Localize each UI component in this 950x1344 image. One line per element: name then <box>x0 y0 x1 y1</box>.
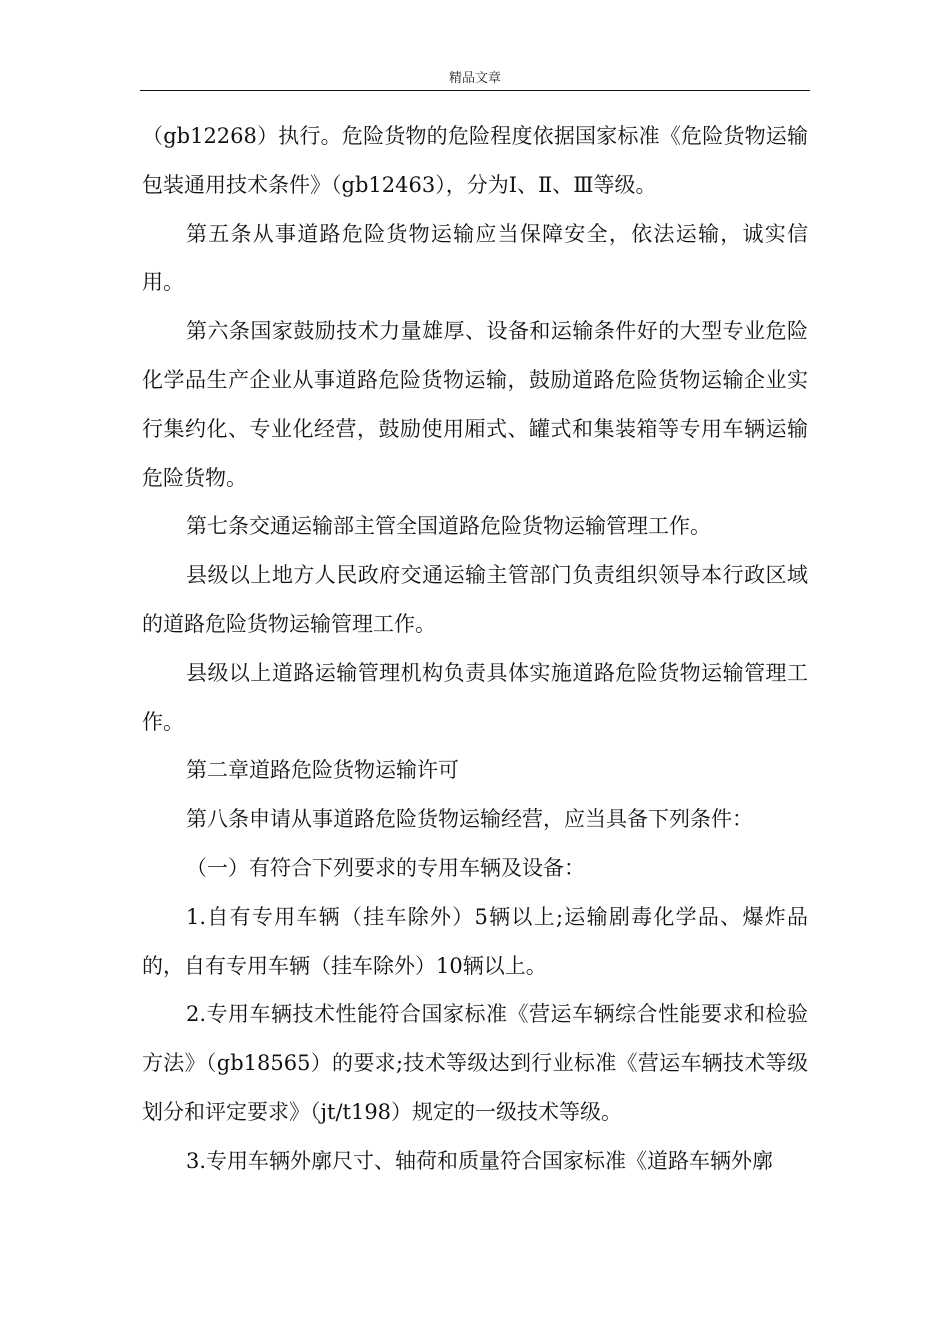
paragraph: （gb12268）执行。危险货物的危险程度依据国家标准《危险货物运输包装通用技术条件》（gb12463），分为Ⅰ、Ⅱ、Ⅲ等级。 <box>142 124 808 197</box>
header-divider <box>140 90 810 91</box>
paragraph: 县级以上道路运输管理机构负责具体实施道路危险货物运输管理工作。 <box>142 660 808 734</box>
paragraph: 第七条交通运输部主管全国道路危险货物运输管理工作。 <box>186 514 711 539</box>
paragraph: 县级以上地方人民政府交通运输主管部门负责组织领导本行政区域的道路危险货物运输管理工作。 <box>142 563 808 636</box>
paragraph: （一）有符合下列要求的专用车辆及设备： <box>186 855 585 880</box>
paragraph: 1.自有专用车辆（挂车除外）5辆以上;运输剧毒化学品、爆炸品的，自有专用车辆（挂车除外）10辆以上。 <box>142 904 808 978</box>
paragraph: 第六条国家鼓励技术力量雄厚、设备和运输条件好的大型专业危险化学品生产企业从事道路危险货物运输，鼓励道路危险货物运输企业实行集约化、专业化经营，鼓励使用厢式、罐式和集装箱等专用车辆运输危险货物。 <box>142 319 808 490</box>
document-body <box>142 112 808 1186</box>
paragraph: 第八条申请从事道路危险货物运输经营，应当具备下列条件： <box>186 807 753 832</box>
page-header: 精品文章 <box>448 71 501 86</box>
paragraph: 第五条从事道路危险货物运输应当保障安全，依法运输，诚实信用。 <box>142 221 808 295</box>
paragraph: 3.专用车辆外廓尺寸、轴荷和质量符合国家标准《道路车辆外廓 <box>186 1148 774 1173</box>
paragraph: 2.专用车辆技术性能符合国家标准《营运车辆综合性能要求和检验方法》（gb18565）的要求;技术等级达到行业标准《营运车辆技术等级划分和评定要求》（jt/t198）规定的一级技术等级。 <box>142 1002 808 1124</box>
chapter-heading: 第二章道路危险货物运输许可 <box>186 758 459 783</box>
